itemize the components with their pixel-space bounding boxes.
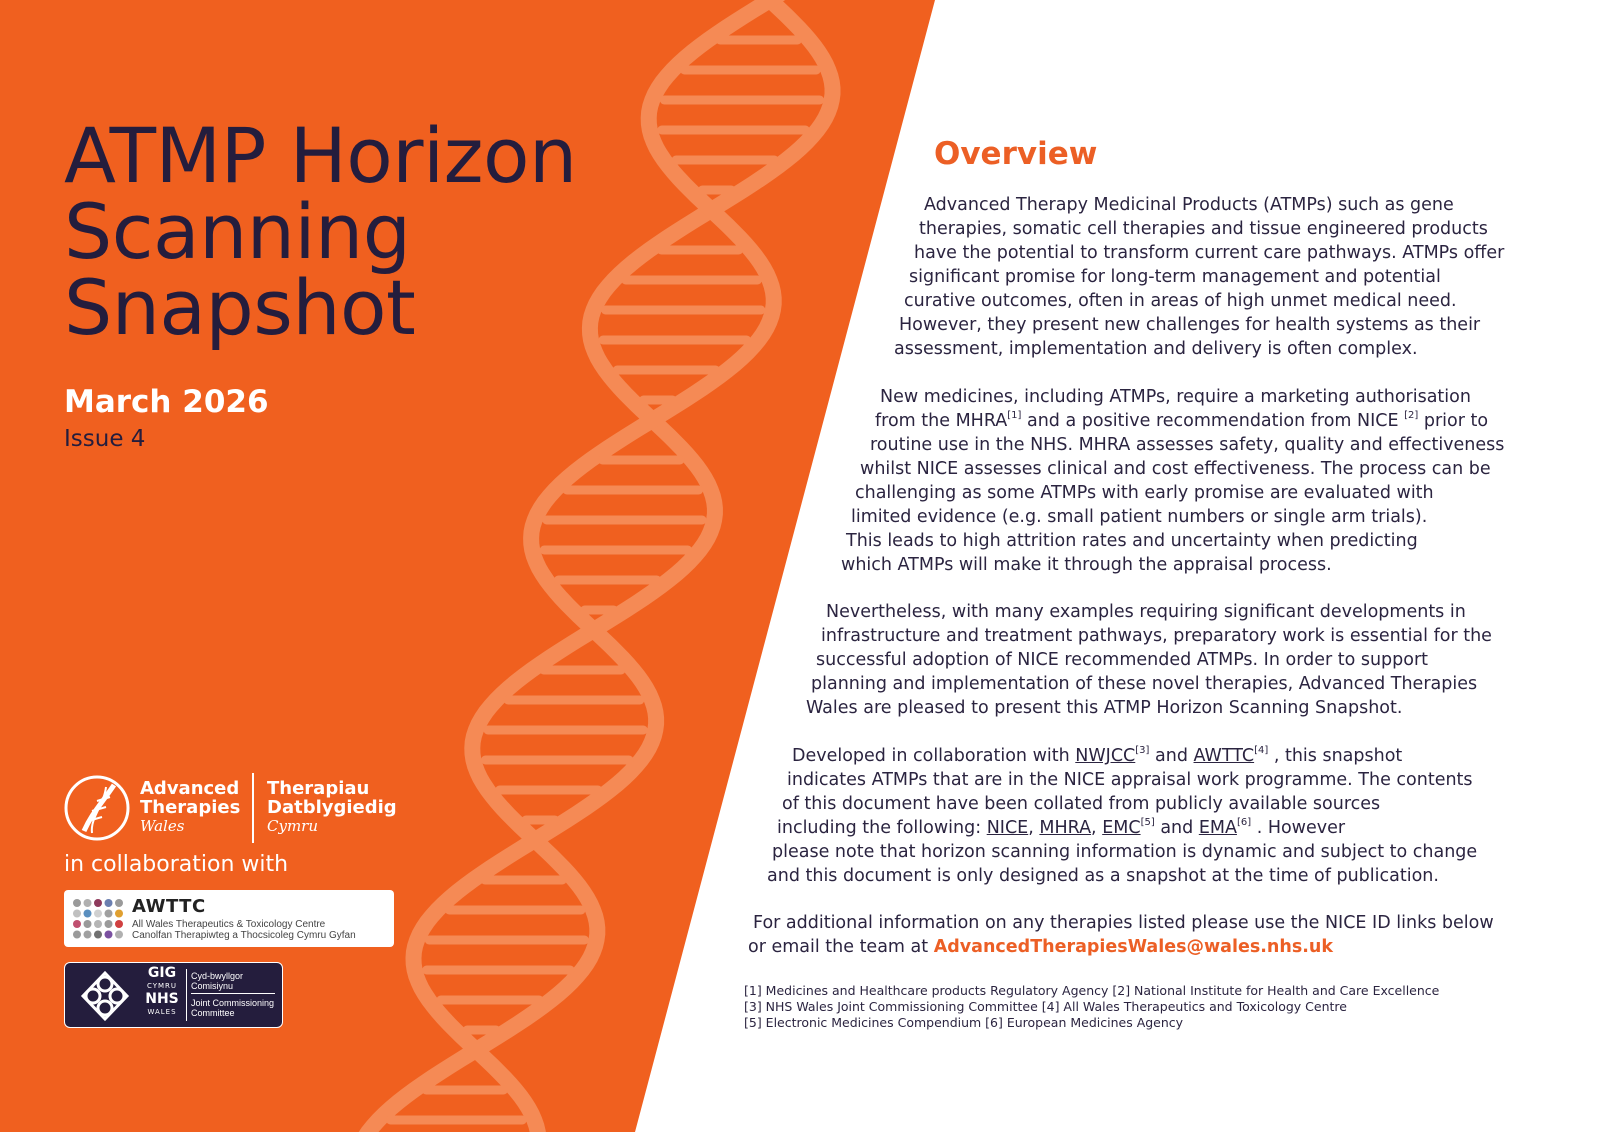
title-line: Snapshot — [64, 263, 416, 352]
logo-text: Datblygiedig — [267, 797, 397, 818]
awttc-dot — [105, 899, 113, 907]
text-line: Nevertheless, with many examples requiring significant developments in — [826, 602, 1466, 622]
text-line: planning and implementation of these novel therapies, Advanced Therapies — [811, 674, 1478, 694]
title-line: ATMP Horizon — [64, 111, 577, 200]
text-line: or email the team at AdvancedTherapiesWales@wales.nhs.uk — [748, 937, 1333, 957]
awttc-dot — [73, 920, 81, 928]
text-line: which ATMPs will make it through the appraisal process. — [841, 555, 1332, 575]
awttc-dot — [115, 931, 123, 939]
text-line: of this document have been collated from publicly available sources — [782, 794, 1381, 814]
nice-link[interactable]: NICE — [986, 818, 1029, 838]
text-line: New medicines, including ATMPs, require a marketing authorisation — [880, 387, 1471, 407]
collaboration-label: in collaboration with — [64, 852, 289, 877]
text-line: This leads to high attrition rates and uncertainty when predicting — [846, 531, 1418, 551]
awttc-dot — [115, 920, 123, 928]
publication-date: March 2026 — [64, 384, 269, 420]
text-line: For additional information on any therapies listed please use the NICE ID links below — [753, 913, 1494, 933]
text-line: challenging as some ATMPs with early promise are evaluated with — [855, 483, 1434, 503]
nhs-wales-wordmark: GIG CYMRU NHS WALES — [145, 965, 179, 1016]
atw-emblem-icon — [62, 773, 132, 843]
awttc-link[interactable]: AWTTC — [1193, 746, 1255, 766]
awttc-dots-icon — [72, 898, 124, 940]
text-line: limited evidence (e.g. small patient numbers or single arm trials). — [851, 507, 1428, 527]
text-line: routine use in the NHS. MHRA assesses safety, quality and effectiveness — [870, 435, 1505, 455]
awttc-dot — [94, 920, 102, 928]
text-line: successful adoption of NICE recommended ATMPs. In order to support — [816, 650, 1429, 670]
title-line: Scanning — [64, 187, 411, 276]
text-line: curative outcomes, often in areas of high unmet medical need. — [904, 291, 1457, 311]
logo-divider — [191, 993, 275, 994]
text-line: and this document is only designed as a snapshot at the time of publication. — [767, 866, 1439, 886]
text-line: Wales are pleased to present this ATMP Horizon Scanning Snapshot. — [806, 698, 1403, 718]
joint-commissioning-committee-logo — [64, 962, 283, 1028]
text-line: However, they present new challenges for health systems as their — [899, 315, 1481, 335]
awttc-dot — [84, 920, 92, 928]
nhs-wales-knot-icon — [77, 969, 133, 1023]
advanced-therapies-wales-logo — [62, 773, 422, 849]
footnote-ref: [4] — [1254, 745, 1269, 756]
text-line: infrastructure and treatment pathways, preparatory work is essential for the — [821, 626, 1492, 646]
awttc-dot — [94, 931, 102, 939]
text-line: please note that horizon scanning information is dynamic and subject to change — [772, 842, 1478, 862]
nwjcc-link[interactable]: NWJCC — [1075, 746, 1136, 766]
text-line: therapies, somatic cell therapies and tissue engineered products — [919, 219, 1488, 239]
logo-divider — [252, 773, 254, 843]
text-line: Advanced Therapy Medicinal Products (ATMPs) such as gene — [924, 195, 1454, 215]
footnote-line: [5] Electronic Medicines Compendium [6] European Medicines Agency — [744, 1015, 1184, 1030]
logo-text: Cymru — [267, 817, 319, 835]
awttc-dot — [84, 899, 92, 907]
text-line: assessment, implementation and delivery is often complex. — [894, 339, 1418, 359]
atw-welsh-name — [267, 779, 397, 836]
awttc-welsh-name: Canolfan Therapiwteg a Thocsicoleg Cymru Gyfan — [132, 930, 356, 941]
awttc-dot — [105, 910, 113, 918]
footnote-ref: [2] — [1404, 410, 1419, 421]
awttc-english-name: All Wales Therapeutics & Toxicology Centre — [132, 919, 326, 930]
mhra-link[interactable]: MHRA — [1039, 818, 1092, 838]
footnote-line: [3] NHS Wales Joint Commissioning Committee [4] All Wales Therapeutics and Toxicology Centre — [744, 999, 1347, 1014]
text-line: Developed in collaboration with NWJCC[3] and AWTTC[4] , this snapshot — [792, 745, 1403, 766]
logo-text: Wales — [140, 817, 185, 835]
logo-text: Therapies — [140, 797, 241, 818]
text-line: have the potential to transform current care pathways. ATMPs offer — [914, 243, 1505, 263]
ema-link[interactable]: EMA — [1198, 818, 1237, 838]
document-title — [64, 111, 577, 352]
awttc-dot — [94, 910, 102, 918]
footnote-ref: [3] — [1135, 745, 1150, 756]
overview-heading: Overview — [934, 136, 1098, 172]
awttc-dot — [73, 910, 81, 918]
footnote-ref: [1] — [1007, 410, 1022, 421]
footnote-line: [1] Medicines and Healthcare products Regulatory Agency [2] National Institute for Health and Care Excellence — [744, 983, 1440, 998]
awttc-dot — [115, 899, 123, 907]
text-line: from the MHRA[1] and a positive recommendation from NICE [2] prior to — [875, 410, 1489, 431]
text-line: indicates ATMPs that are in the NICE appraisal work programme. The contents — [787, 770, 1473, 790]
awttc-dot — [84, 931, 92, 939]
awttc-name: AWTTC — [132, 896, 206, 917]
jcc-english-name: Joint Commissioning Committee — [191, 998, 275, 1018]
issue-number: Issue 4 — [64, 426, 146, 452]
logo-text: Advanced — [140, 778, 240, 799]
text-line: whilst NICE assesses clinical and cost effectiveness. The process can be — [860, 459, 1491, 479]
awttc-dot — [105, 931, 113, 939]
awttc-dot — [105, 920, 113, 928]
atw-english-name — [140, 779, 240, 836]
awttc-dot — [73, 899, 81, 907]
footnote-ref: [6] — [1236, 817, 1252, 828]
awttc-dot — [115, 910, 123, 918]
contact-email-link[interactable]: AdvancedTherapiesWales@wales.nhs.uk — [933, 937, 1333, 957]
logo-divider — [186, 969, 187, 1021]
awttc-logo — [64, 890, 394, 947]
logo-text: Therapiau — [267, 778, 370, 799]
awttc-dot — [84, 910, 92, 918]
footnote-ref: [5] — [1140, 817, 1155, 828]
text-line: significant promise for long-term management and potential — [909, 267, 1441, 287]
awttc-dot — [73, 931, 81, 939]
jcc-welsh-name: Cyd-bwyllgor Comisiynu — [191, 971, 244, 991]
awttc-dot — [94, 899, 102, 907]
emc-link[interactable]: EMC — [1102, 818, 1141, 838]
text-line: including the following: NICE, MHRA, EMC[5] and EMA[6] . However — [777, 817, 1346, 838]
